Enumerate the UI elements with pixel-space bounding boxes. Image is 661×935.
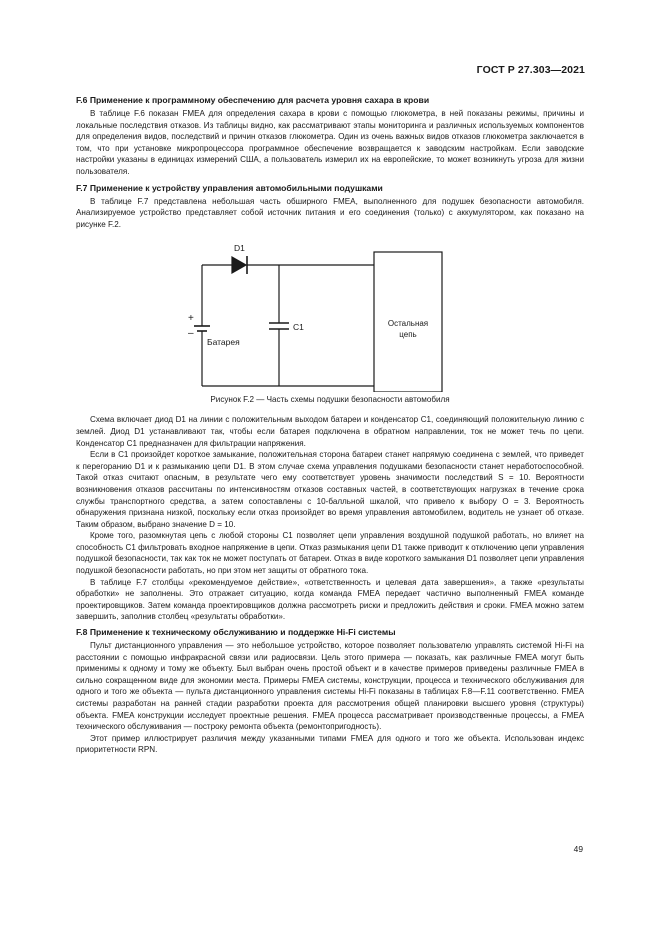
circuit-figure [76, 232, 584, 392]
section-f7-paragraph-3: Если в C1 произойдет короткое замыкание, положительная сторона батареи станет напрямую соединена с землей, что приведет к перегоранию D1 и к размыканию цепи D1. В этом случае схема управления подушками безопасности станет неработоспособной. Такой отказ считают опасным, в результате чего ему соответствует уровень значимости последствий S = 10. Вероятности возникновения отказов рассчитаны по интенсивностям отказов составных частей, в соответствующих нагрузках в течение срока службы транспортного средства, а затем сопоставлены с 10-балльной шкалой, что привело к выбору O = 3. Вероятность обнаружения признана низкой, поскольку если отказ произойдет во время управления автомобилем, водитель не узнает об отказе. Таким образом, выбрано значение D = 10. [76, 450, 584, 529]
page-number: 49 [573, 844, 583, 854]
capacitor-label: C1 [293, 322, 304, 333]
section-f7-paragraph-5: В таблице F.7 столбцы «рекомендуемое действие», «ответственность и целевая дата завершения», а также «результаты обработки» не заполнены. Это отражает ситуацию, когда команда FMEA передает частично выполненный FMEA команде проектировщиков. Затем команда проектировщиков должна рассмотреть риски и предложить действия и сроки. FMEA можно затем завершить, заполнив столбец «результаты обработки». [76, 577, 584, 622]
page-content [76, 92, 584, 756]
section-f8-paragraph-2: Этот пример иллюстрирует различия между указанными типами FMEA для одного и того же объекта. Использован индекс приоритетности RPN. [76, 733, 584, 755]
document-code: ГОСТ Р 27.303—2021 [476, 64, 585, 76]
section-f8-heading: F.8 Применение к техническому обслуживанию и поддержке Hi-Fi системы [76, 627, 396, 638]
section-f6-paragraph-1: В таблице F.6 показан FMEA для определения сахара в крови с помощью глюкометра, в ней показаны режимы, причины и локальные последствия отказов. Из таблицы видно, как рассматривают этапы мониторинга и различных используемых компонентов для определения видов, последствий и причин отказов глюкометра. Один из очень важных видов отказов глюкометра заключается в том, что при установке микропроцессора программное обеспечение возвращается к заводским настройкам. Если заводские настройки указаны в единицах измерений США, а пользователь измерил их на европейские, то может возникнуть угроза для жизни пользователя. [76, 109, 584, 176]
section-f6-heading: F.6 Применение к программному обеспечению для расчета уровня сахара в крови [76, 95, 430, 105]
diode-label: D1 [234, 243, 245, 254]
rest-of-circuit-label-line1: Остальная [387, 319, 429, 329]
battery-minus-sign: – [188, 328, 194, 340]
section-f7-paragraph-4: Кроме того, разомкнутая цепь с любой стороны C1 позволяет цепи управления воздушной подушкой работать, но влияет на способность C1 фильтровать входное напряжение в цепи. Отказ размыкания цепи D1 также приводит к отключению цепи управления подушкой безопасности, так как ток не может поступать от батареи. Отказ в виде короткого замыкания D1 позволяет цепи управления подушкой безопасности работать, но при этом нет защиты от обратного тока. [76, 531, 584, 576]
figure-caption: Рисунок F.2 — Часть схемы подушки безопасности автомобиля [210, 395, 450, 405]
diode-triangle [232, 257, 246, 273]
battery-plus-sign: + [188, 313, 194, 325]
airbag-circuit-diagram [76, 232, 584, 392]
section-f7-paragraph-1: В таблице F.7 представлена небольшая часть обширного FMEA, выполненного для подушек безопасности автомобиля. Анализируемое устройство представляет собой источник питания и его соединения (только) с аккумулятором, как показано на рисунке F.2. [76, 196, 584, 229]
battery-label: Батарея [207, 337, 240, 348]
section-f8-paragraph-1: Пульт дистанционного управления — это небольшое устройство, которое позволяет пользователю управлять системой Hi-Fi на расстоянии с помощью инфракрасной связи или радиосвязи. Цель этого примера — показать, как различные FMEA могут быть применимы к одному и тому же объекту. Был выбран очень простой объект и в качестве примеров приведены различные FMEA в сильно сокращенном виде для экономии места. Примеры FMEA системы, конструкции, процесса и технического обслуживания для одного и того же объекта — пульта дистанционного управления системы Hi-Fi показаны в таблицах F.8—F.11 соответственно. FMEA системы разработан на ранней стадии разработки проекта для рассмотрения общей планировки высшего уровня (структуры) объекта. FMEA конструкции исследует проектные решения. FMEA процесса рассматривает производственные процессы, а FMEA технического обслуживания — построку ремонта объекта (ремонтопригодность). [76, 641, 584, 732]
rest-of-circuit-label-line2: цепь [399, 330, 417, 340]
section-f7-heading: F.7 Применение к устройству управления автомобильными подушками [76, 182, 383, 193]
section-f7-paragraph-2: Схема включает диод D1 на линии с положительным выходом батареи и конденсатор C1, соединяющий положительную линию с землей. Диод D1 устанавливают так, чтобы если батарея подключена в обратном направлении, ток не может течь по цепи. Конденсатор C1 предназначен для фильтрации напряжения. [76, 415, 584, 448]
